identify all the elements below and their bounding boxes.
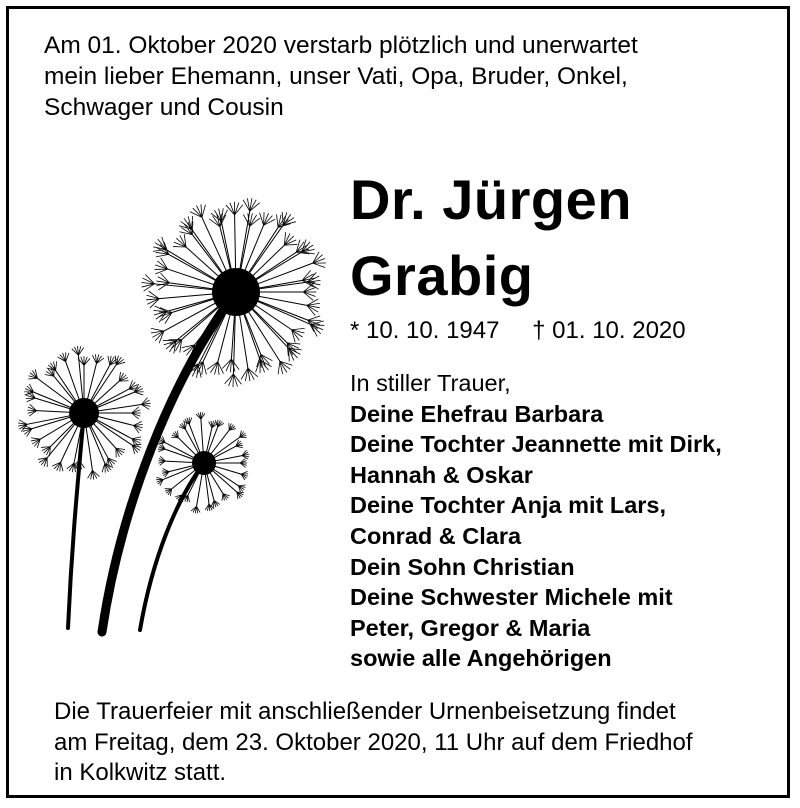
seed-tuft: [222, 359, 231, 368]
seed-tuft: [277, 214, 279, 227]
birth-date: * 10. 10. 1947: [350, 317, 500, 344]
seed-tuft: [157, 477, 164, 479]
seed-tuft: [240, 437, 247, 438]
seed-tuft: [30, 404, 37, 410]
seed-tuft: [176, 238, 186, 247]
mourner-line: Deine Tochter Anja mit Lars,: [350, 492, 667, 519]
seed-tuft: [28, 378, 37, 379]
seed-tuft: [233, 374, 241, 384]
intro-line: Schwager und Cousin: [44, 94, 284, 121]
seed-tuft: [225, 374, 234, 384]
seed-tuft: [222, 494, 223, 501]
ceremony-line: Die Trauerfeier mit anschließender Urnenbeisetzung findet: [54, 698, 676, 725]
deceased-name: [350, 162, 632, 314]
seed-tuft: [313, 263, 325, 267]
seed-tuft: [313, 255, 323, 264]
seed-tuft: [145, 274, 154, 283]
seed-tuft: [54, 462, 61, 469]
seed-tuft: [132, 437, 141, 439]
seed-tuft: [44, 447, 51, 454]
seed-tuft: [230, 203, 235, 215]
seed-filament: [37, 378, 84, 413]
seed-tuft: [134, 392, 143, 395]
intro-text: [44, 30, 744, 123]
seed-tuft: [185, 422, 186, 429]
seed-filament: [236, 292, 280, 361]
seed-tuft: [156, 254, 169, 256]
seed-tuft: [61, 462, 63, 471]
seed-tuft: [229, 374, 234, 386]
dandelion-illustration: [10, 180, 340, 640]
seed-tuft: [150, 299, 159, 308]
seed-tuft: [56, 361, 57, 370]
death-date: † 01. 10. 2020: [532, 317, 686, 344]
mourners-list: [350, 368, 722, 674]
mourner-line: Dein Sohn Christian: [350, 553, 575, 580]
seed-tuft: [289, 348, 298, 358]
intro-line: Am 01. Oktober 2020 verstarb plötzlich und unerwartet: [44, 32, 638, 59]
seed-tuft: [193, 208, 202, 217]
ceremony-line: am Freitag, dem 23. Oktober 2020, 11 Uhr auf dem Friedhof: [54, 728, 693, 756]
mourner-line: Peter, Gregor & Maria: [350, 614, 591, 641]
seed-filament: [204, 463, 237, 492]
seed-tuft: [233, 374, 237, 386]
seed-tuft: [236, 446, 243, 448]
seed-tuft: [303, 292, 313, 300]
mourner-line: Hannah & Oskar: [350, 461, 533, 488]
seed-tuft: [282, 212, 283, 225]
seed-tuft: [303, 288, 315, 292]
ceremony-info: [54, 697, 754, 789]
seed-tuft: [161, 273, 170, 283]
seed-tuft: [31, 438, 40, 439]
seed-tuft: [151, 328, 164, 331]
seed-filament: [178, 438, 204, 463]
seed-tuft: [235, 203, 239, 215]
seed-tuft: [108, 356, 110, 365]
seed-tuft: [303, 292, 315, 296]
seed-tuft: [278, 361, 280, 374]
seed-tuft: [256, 360, 261, 372]
seed-tuft: [66, 353, 69, 362]
name-line-1: Dr. Jürgen: [350, 168, 632, 231]
mourner-line: Deine Ehefrau Barbara: [350, 400, 604, 427]
seed-tuft: [27, 386, 34, 392]
intro-line: mein lieber Ehemann, unser Vati, Opa, Bruder, Onkel,: [44, 63, 628, 90]
seed-tuft: [284, 236, 293, 245]
seed-tuft: [260, 213, 264, 226]
mourner-line: Conrad & Clara: [350, 522, 522, 549]
seed-tuft: [235, 205, 243, 215]
mourning-lead: In stiller Trauer,: [350, 370, 511, 396]
seed-tuft: [292, 328, 305, 329]
seed-tuft: [132, 444, 141, 445]
mourner-line: Deine Schwester Michele mit: [350, 584, 673, 611]
mourner-line: sowie alle Angehörigen: [350, 645, 612, 672]
name-line-2: Grabig: [350, 244, 534, 307]
seed-tuft: [153, 249, 166, 251]
seed-tuft: [308, 316, 320, 320]
ceremony-line: in Kolkwitz statt.: [54, 759, 227, 786]
mourner-line: Deine Tochter Jeannette mit Dirk,: [350, 431, 722, 458]
seed-tuft: [157, 261, 167, 269]
seed-tuft: [203, 362, 206, 375]
seed-tuft: [202, 205, 206, 218]
seed-tuft: [307, 272, 316, 282]
seed-tuft: [115, 356, 116, 365]
life-dates: [350, 316, 686, 346]
dandelion-stem: [68, 413, 84, 628]
seed-tuft: [72, 349, 79, 355]
seed-tuft: [102, 463, 105, 472]
seed-tuft: [155, 269, 167, 274]
seed-tuft: [264, 216, 273, 226]
